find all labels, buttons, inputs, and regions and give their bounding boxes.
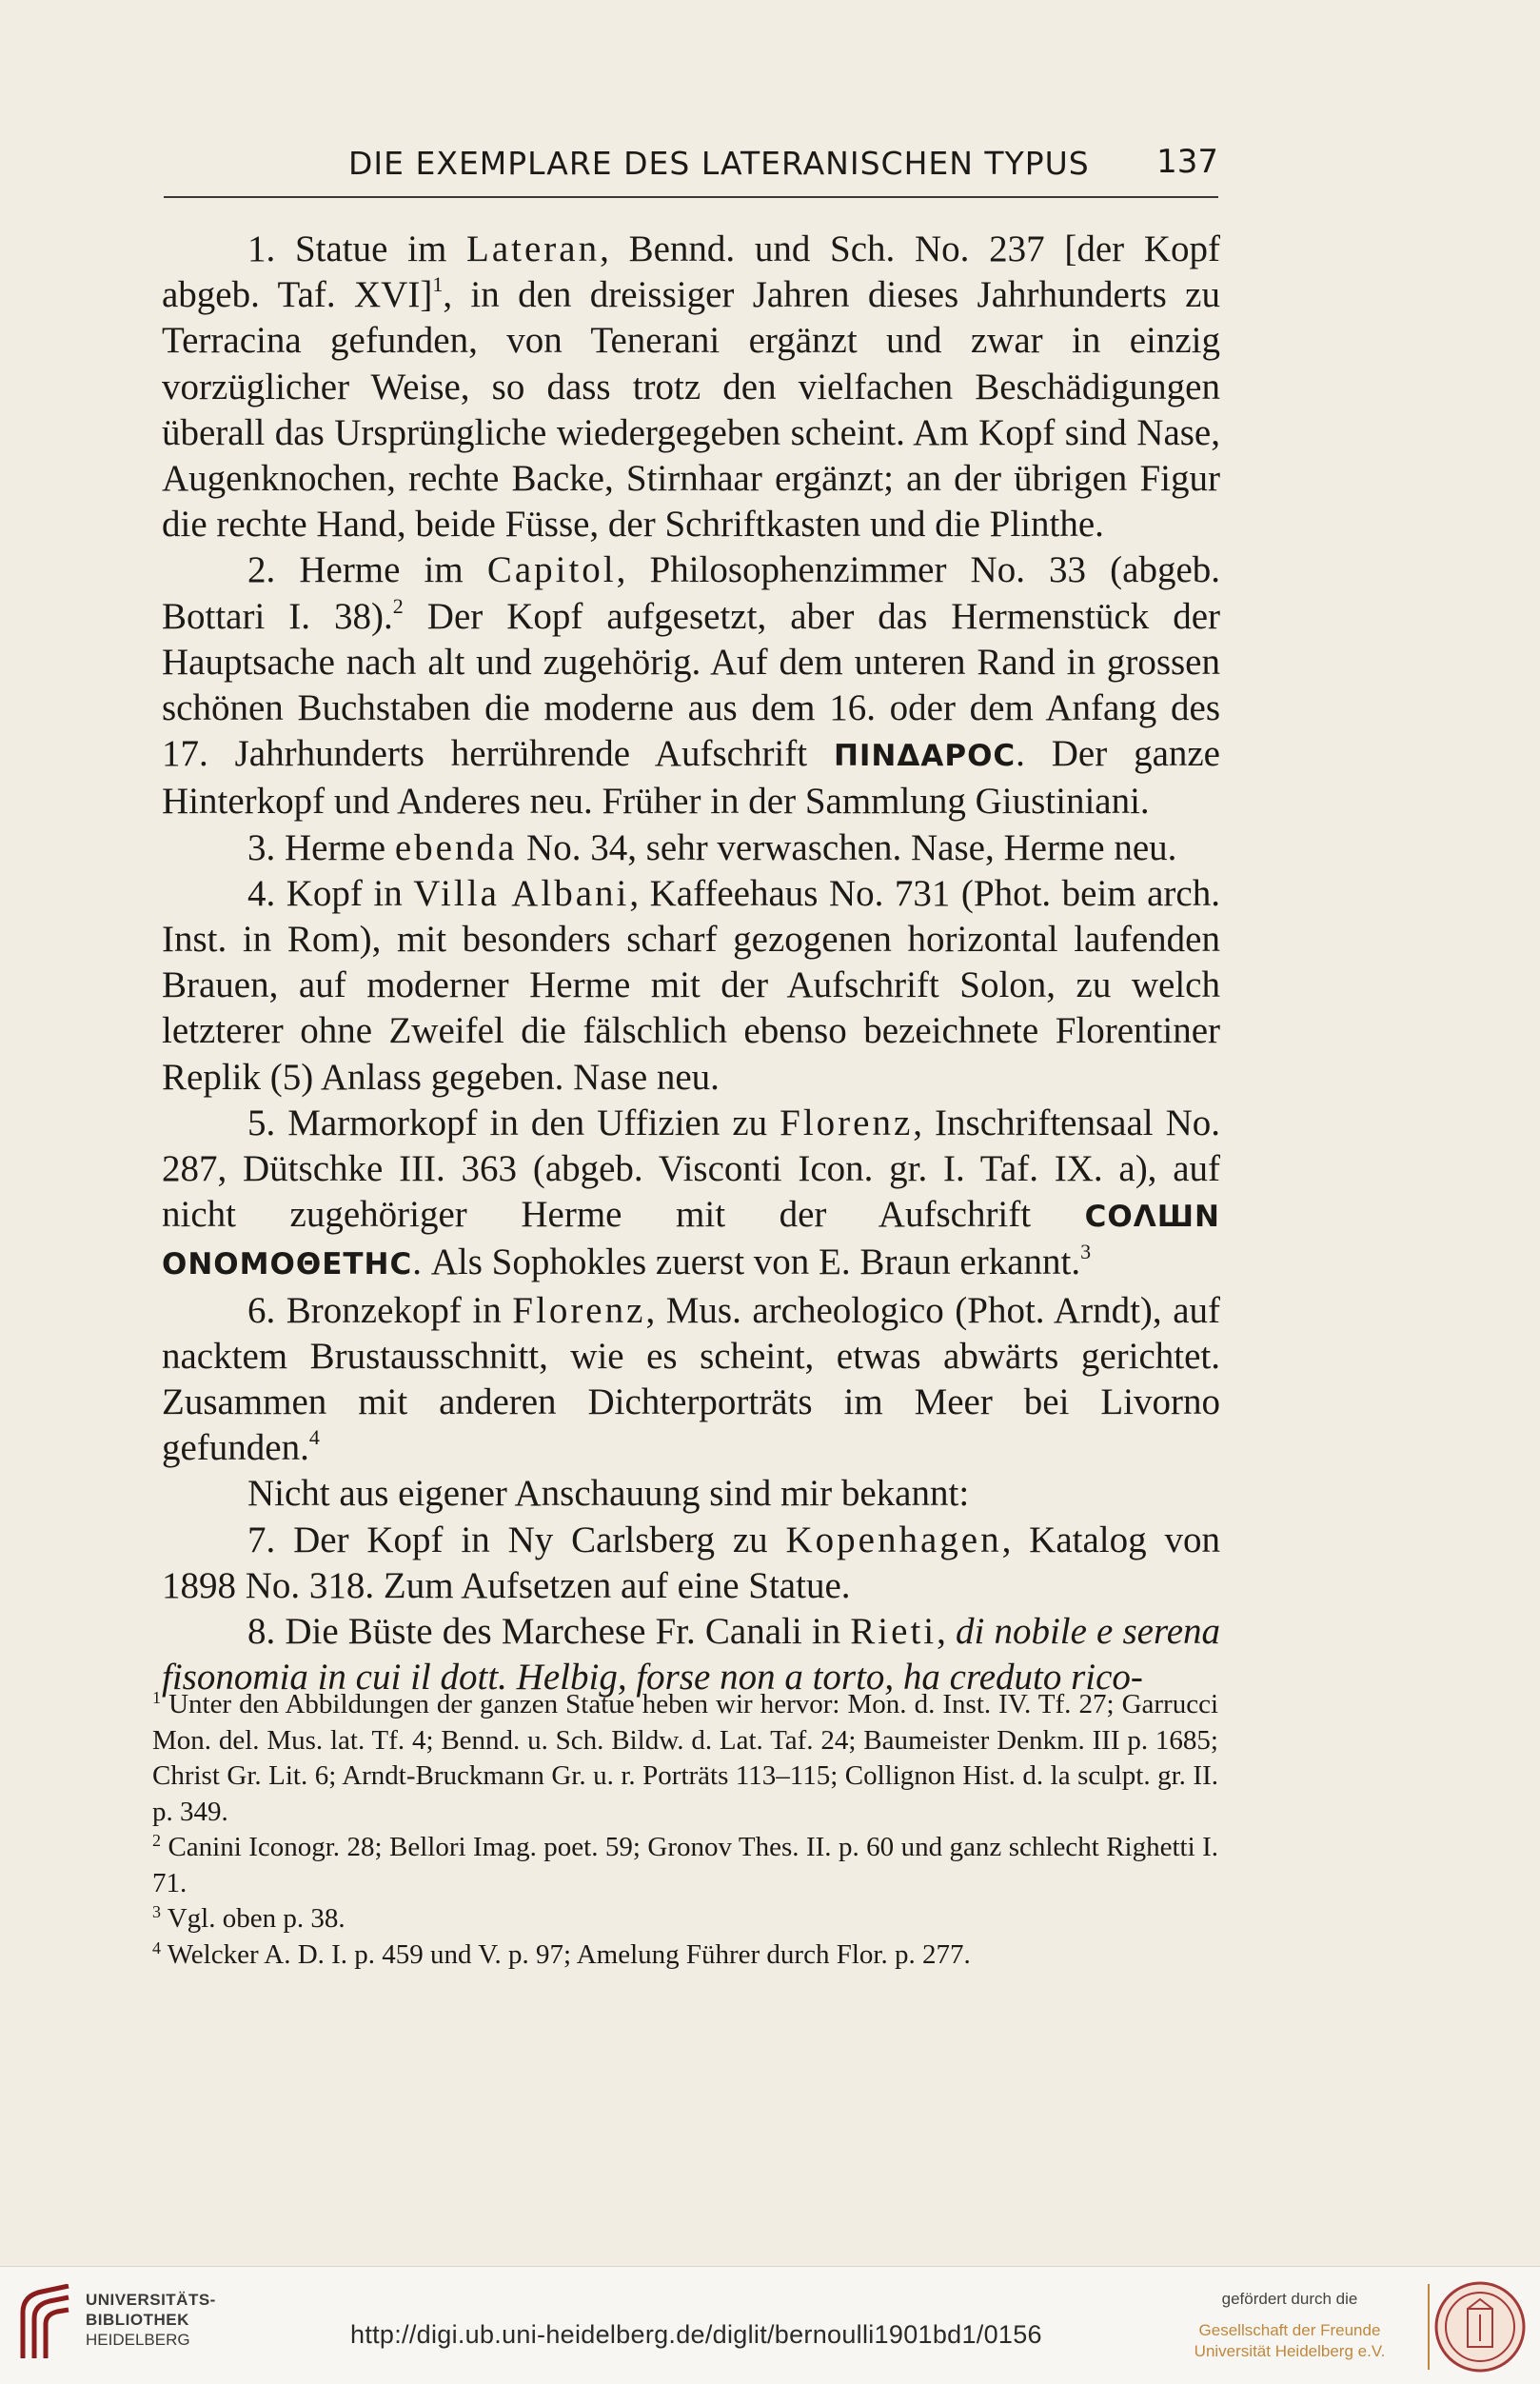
footnote-ref-2[interactable]: 2 xyxy=(392,593,404,618)
footnote-ref-4[interactable]: 4 xyxy=(308,1425,320,1450)
paragraph-intro: Nicht aus eigener Anschauung sind mir bekannt: xyxy=(247,1473,970,1515)
main-text xyxy=(162,227,1220,1701)
library-name: UNIVERSITÄTS- BIBLIOTHEK HEIDELBERG xyxy=(86,2291,216,2349)
footnote-4: $^4$ Welcker A. D. I. p. 459 und V. p. 97; Amelung Führer durch Flor. p. 277. xyxy=(152,1937,971,1970)
running-header xyxy=(164,141,1218,198)
footnote-3: $^3$ Vgl. oben p. 38. xyxy=(152,1902,346,1934)
page-number: 137 xyxy=(1156,143,1218,181)
paragraph-4: 4. Kopf in Villa Albani, Kaffeehaus No. 731 (Phot. beim arch. Inst. in Rom), mit besonders scharf gezogenen horizontal laufenden Brauen, auf moderner Herme mit der Aufschrift Solon, zu welch letzterer ohne Zweifel die fälschlich ebenso bezeichnete Florentiner Replik (5) Anlass gegeben. Nase neu. xyxy=(162,872,1220,1098)
ub-heidelberg-logo-icon[interactable] xyxy=(13,2284,74,2364)
footnote-1: $^1$ Unter den Abbildungen der ganzen Statue heben wir hervor: Mon. d. Inst. IV. Tf. 27; Garrucci Mon. del. Mus. lat. Tf. 4; Bennd. u. Sch. Bildw. d. Lat. Taf. 24; Baumeister Denkm. III p. 1685; Christ Gr. Lit. 6; Arndt-Bruckmann Gr. u. r. Porträts 113–115; Collignon Hist. d. la sculpt. gr. II. p. 349. xyxy=(152,1688,1219,1827)
paragraph-1: 1. Statue im Lateran, Bennd. und Sch. No. 237 [der Kopf abgeb. Taf. XVI]$^1$, in den dreissiger Jahren dieses Jahrhunderts zu Terracina gefunden, von Tenerani ergänzt und zwar in einzig vorzüglicher Weise, so dass trotz den vielfachen Beschädigungen überall das Ursprüngliche wiedergegeben scheint. Am Kopf sind Nase, Augenknochen, rechte Backe, Stirnhaar ergänzt; an der übrigen Figur die rechte Hand, beide Füsse, der Schriftkasten und die Plinthe. xyxy=(162,228,1220,546)
footnote-ref-3[interactable]: 3 xyxy=(1080,1240,1092,1264)
university-seal-icon xyxy=(1433,2280,1527,2374)
paragraph-8: 8. Die Büste des Marchese Fr. Canali in Rieti, di nobile e serena fisonomia in cui il dott. Helbig, forse non a torto, ha creduto rico- xyxy=(162,1611,1221,1699)
digitization-footer xyxy=(0,2266,1540,2384)
permalink-url[interactable]: http://digi.ub.uni-heidelberg.de/diglit/bernoulli1901bd1/0156 xyxy=(350,2320,1042,2349)
paragraph-2: 2. Herme im Capitol, Philosophenzimmer No. 33 (abgeb. Bottari I. 38).$^2$ Der Kopf aufgesetzt, aber das Hermenstück der Hauptsache nach alt und zugehörig. Auf dem unteren Rand in grossen schönen Buchstaben die moderne aus dem 16. oder dem Anfang des 17. Jahrhunderts herrührende Aufschrift ΠΙΝΔΑΡΟC. Der ganze Hinterkopf und Anderes neu. Früher in der Sammlung Giustiniani. xyxy=(162,549,1221,823)
paragraph-7: 7. Der Kopf in Ny Carlsberg zu Kopenhagen, Katalog von 1898 No. 318. Zum Aufsetzen auf eine Statue. xyxy=(162,1519,1220,1606)
paragraph-3: 3. Herme ebenda No. 34, sehr verwaschen. Nase, Herme neu. xyxy=(247,826,1177,868)
paragraph-5: 5. Marmorkopf in den Uffizien zu Florenz, Inschriftensaal No. 287, Dütschke III. 363 (abgeb. Visconti Icon. gr. I. Taf. IX. a), auf nicht zugehöriger Herme mit der Aufschrift ϹΟΛШΝ ΟΝΟΜΟΘΕΤΗϹ. Als Sophokles zuerst von E. Braun erkannt.$^3$ xyxy=(162,1102,1221,1283)
divider xyxy=(1428,2284,1430,2370)
footnote-2: $^2$ Canini Iconogr. 28; Bellori Imag. poet. 59; Gronov Thes. II. p. 60 und ganz schlecht Righetti I. 71. xyxy=(152,1831,1218,1898)
greek-inscription: ΠΙΝΔΑΡΟC xyxy=(833,739,1017,774)
footnotes xyxy=(152,1687,1218,1973)
running-title: DIE EXEMPLARE DES LATERANISCHEN TYPUS xyxy=(348,145,1090,182)
paragraph-6: 6. Bronzekopf in Florenz, Mus. archeologico (Phot. Arndt), auf nacktem Brustausschnitt, wie es scheint, etwas abwärts gerichtet. Zusammen mit anderen Dichterporträts im Meer bei Livorno gefunden.$^4$ xyxy=(162,1289,1220,1469)
greek-inscription: ϹΟΛШΝ ΟΝΟΜΟΘΕΤΗϹ xyxy=(162,1200,1220,1282)
sponsor-credit: gefördert durch die Gesellschaft der Freunde Universität Heidelberg e.V. xyxy=(1194,2290,1386,2360)
footnote-ref-1[interactable]: 1 xyxy=(432,272,444,297)
